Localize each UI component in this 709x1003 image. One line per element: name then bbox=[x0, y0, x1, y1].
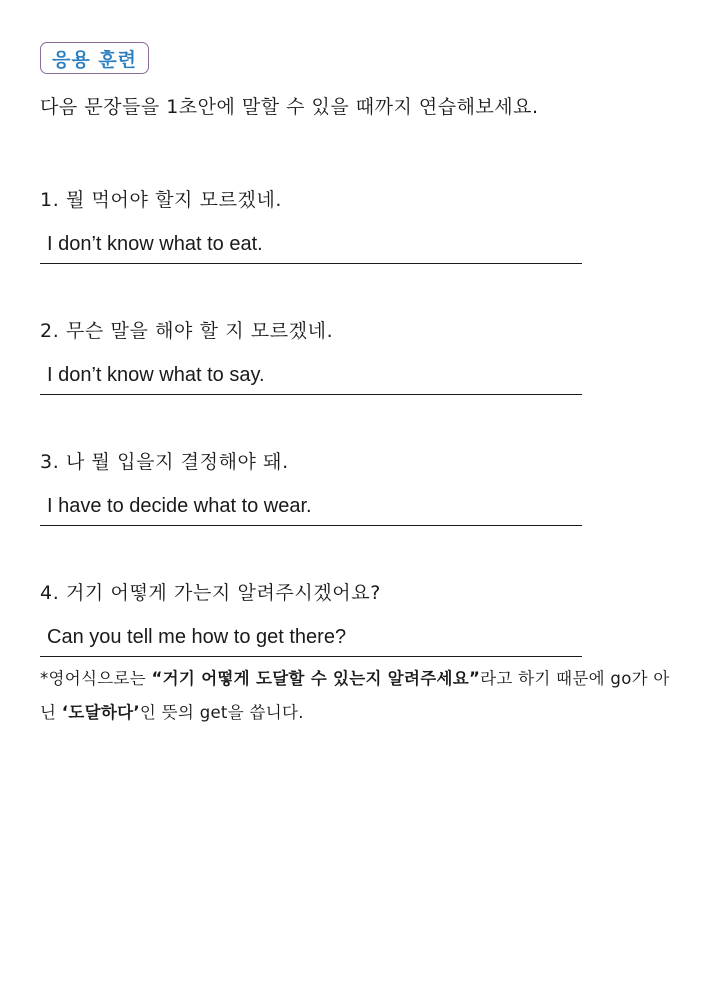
section-badge: 응용 훈련 bbox=[40, 42, 149, 74]
note-text: 인 뜻의 get을 씁니다. bbox=[139, 703, 304, 722]
english-answer: I don’t know what to say. bbox=[47, 364, 265, 386]
note-text: *영어식으로는 bbox=[40, 669, 152, 688]
exercise-item bbox=[40, 579, 582, 657]
note-emphasis: “거기 어떻게 도달할 수 있는지 알려주세요” bbox=[151, 669, 481, 688]
korean-sentence: 1. 뭘 먹어야 할지 모르겠네. bbox=[40, 189, 283, 211]
note-emphasis: ‘도달하다’ bbox=[61, 703, 140, 722]
korean-sentence: 3. 나 뭘 입을지 결정해야 돼. bbox=[40, 451, 289, 473]
answer-line bbox=[40, 363, 582, 395]
english-answer: I have to decide what to wear. bbox=[47, 495, 312, 517]
korean-sentence: 2. 무슨 말을 해야 할 지 모르겠네. bbox=[40, 320, 334, 342]
instruction-text: 다음 문장들을 1초안에 말할 수 있을 때까지 연습해보세요. bbox=[40, 96, 539, 118]
exercise-item bbox=[40, 448, 582, 526]
english-answer: Can you tell me how to get there? bbox=[47, 626, 347, 648]
english-answer: I don’t know what to eat. bbox=[47, 233, 263, 255]
exercise-item bbox=[40, 186, 582, 264]
korean-sentence: 4. 거기 어떻게 가는지 알려주시겠어요? bbox=[40, 582, 381, 604]
answer-line bbox=[40, 625, 582, 657]
note-text: 라고 하기 때문에 go가 아닌 bbox=[40, 669, 670, 722]
explanation-note bbox=[40, 662, 670, 730]
answer-line bbox=[40, 232, 582, 264]
exercise-item bbox=[40, 317, 582, 395]
answer-line bbox=[40, 494, 582, 526]
